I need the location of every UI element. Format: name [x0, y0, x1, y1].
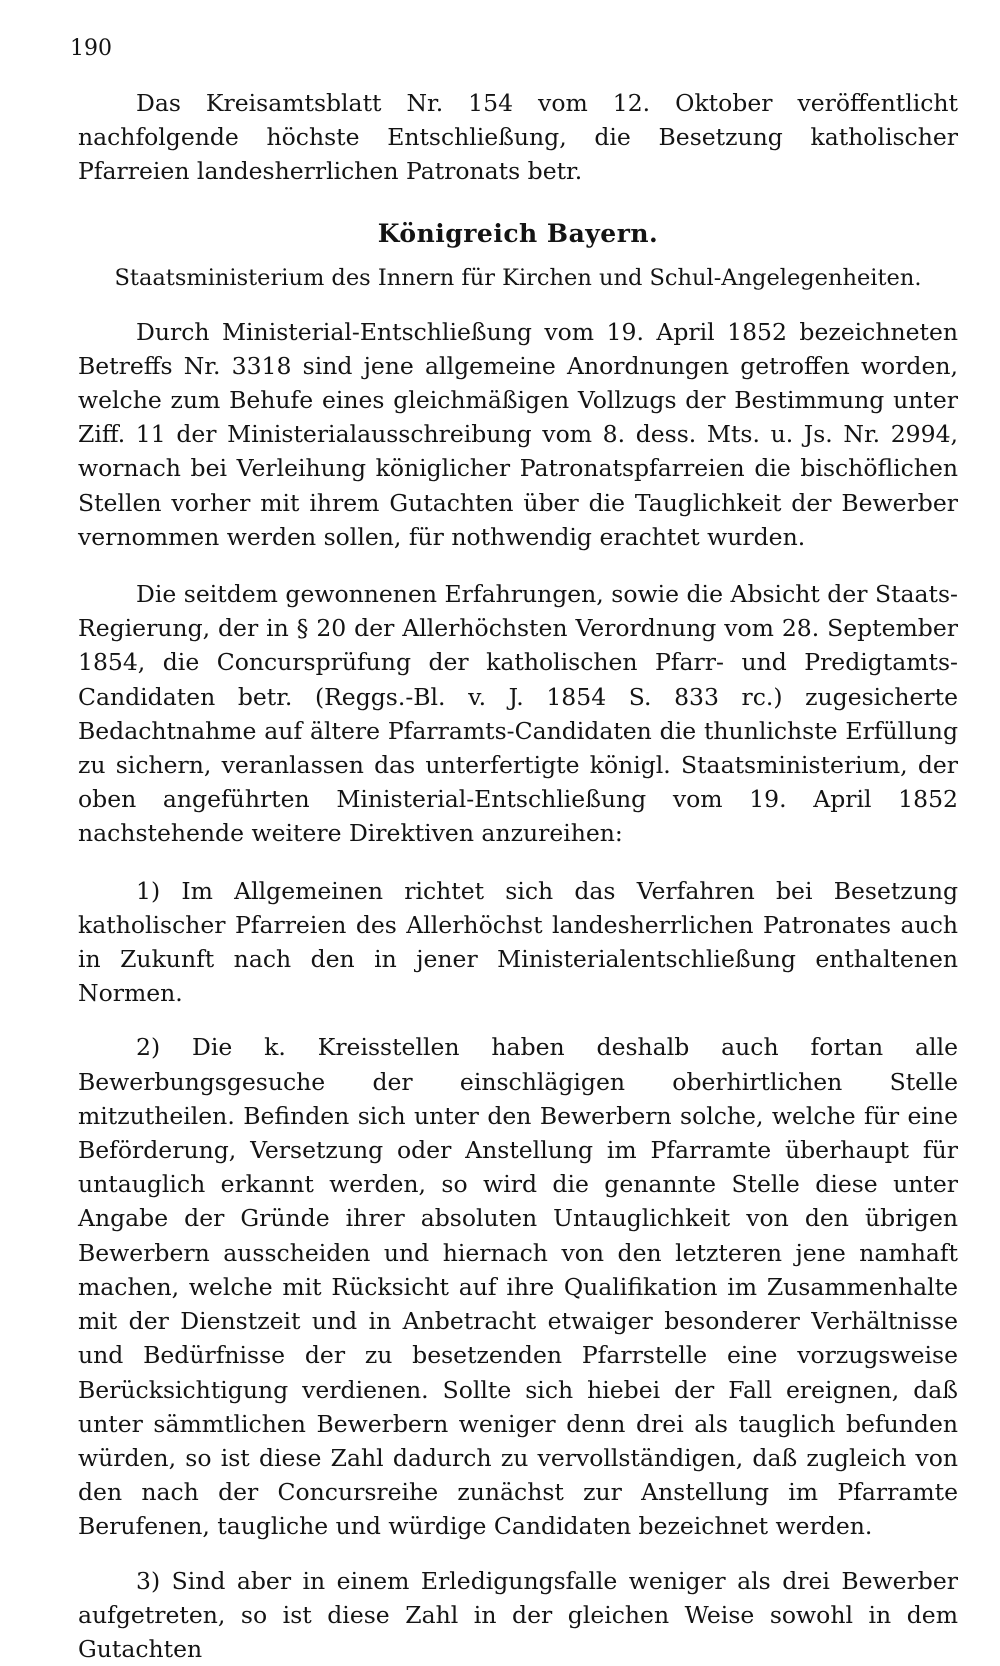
paragraph-4: 2) Die k. Kreisstellen haben deshalb auch fortan alle Bewerbungsgesuche der einschlägigen oberhirtlichen Stelle mitzutheilen. Befinden sich unter den Bewerbern solche, welche für eine Beförderung, Versetzung oder Anstellung im Pfarramte überhaupt für untauglich erkannt werden, so wird die genannte Stelle diese unter Angabe der Gründe ihrer absoluten Untauglichkeit von den übrigen Bewerbern ausscheiden und hiernach von den letzteren jene namhaft machen, welche mit Rücksicht auf ihre Qualifikation im Zusammenhalte mit der Dienstzeit und in Anbetracht etwaiger besonderer Verhältnisse und Bedürfnisse der zu besetzenden Pfarrstelle eine vorzugsweise Berücksichtigung verdienen. Sollte sich hiebei der Fall ereignen, daß unter sämmtlichen Bewerbern weniger denn drei als tauglich befunden würden, so ist diese Zahl dadurch zu vervollständigen, daß zugleich von den nach der Concursreihe zunächst zur Anstellung im Pfarramte Berufenen, taugliche und würdige Candidaten bezeichnet werden.	[78, 1033, 958, 1541]
paragraph-1: Durch Ministerial-Entschließung vom 19. April 1852 bezeichneten Betreffs Nr. 3318 sind jene allgemeine Anordnungen getroffen worden, welche zum Behufe eines gleichmäßigen Vollzugs der Bestimmung unter Ziff. 11 der Ministerialausschreibung vom 8. dess. Mts. u. Js. Nr. 2994, wornach bei Verleihung königlicher Patronatspfarreien die bischöflichen Stellen vorher mit ihrem Gutachten über die Tauglichkeit der Bewerber vernommen werden sollen, für nothwendig erachtet wurden.	[78, 317, 958, 551]
document-body	[78, 86, 958, 1666]
paragraph-3: 1) Im Allgemeinen richtet sich das Verfahren bei Besetzung katholischer Pfarreien des Allerhöchst landesherrlichen Patronates auch in Zukunft nach den in jener Ministerialentschließung enthaltenen Normen.	[78, 876, 958, 1008]
paragraph-2: Die seitdem gewonnenen Erfahrungen, sowie die Absicht der Staats-Regierung, der in § 20 der Allerhöchsten Verordnung vom 28. September 1854, die Concursprüfung der katholischen Pfarr- und Predigtamts-Candidaten betr. (Reggs.-Bl. v. J. 1854 S. 833 rc.) zugesicherte Bedachtnahme auf ältere Pfarramts-Candidaten die thunlichste Erfüllung zu sichern, veranlassen das unterfertigte königl. Staatsministerium, der oben angeführten Ministerial-Entschließung vom 19. April 1852 nachstehende weitere Direktiven anzureihen:	[78, 580, 958, 848]
document-subheading: Staatsministerium des Innern für Kirchen und Schul-Angelegenheiten.	[114, 264, 922, 291]
document-heading: Königreich Bayern.	[377, 218, 659, 248]
paragraph-5: 3) Sind aber in einem Erledigungsfalle weniger als drei Bewerber aufgetreten, so ist diese Zahl in der gleichen Weise sowohl in dem Gutachten	[78, 1566, 958, 1663]
page-number: 190	[70, 36, 112, 61]
intro-paragraph: Das Kreisamtsblatt Nr. 154 vom 12. Oktober veröffentlicht nachfolgende höchste Entschließung, die Besetzung katholischer Pfarreien landesherrlichen Patronats betr.	[78, 89, 958, 186]
